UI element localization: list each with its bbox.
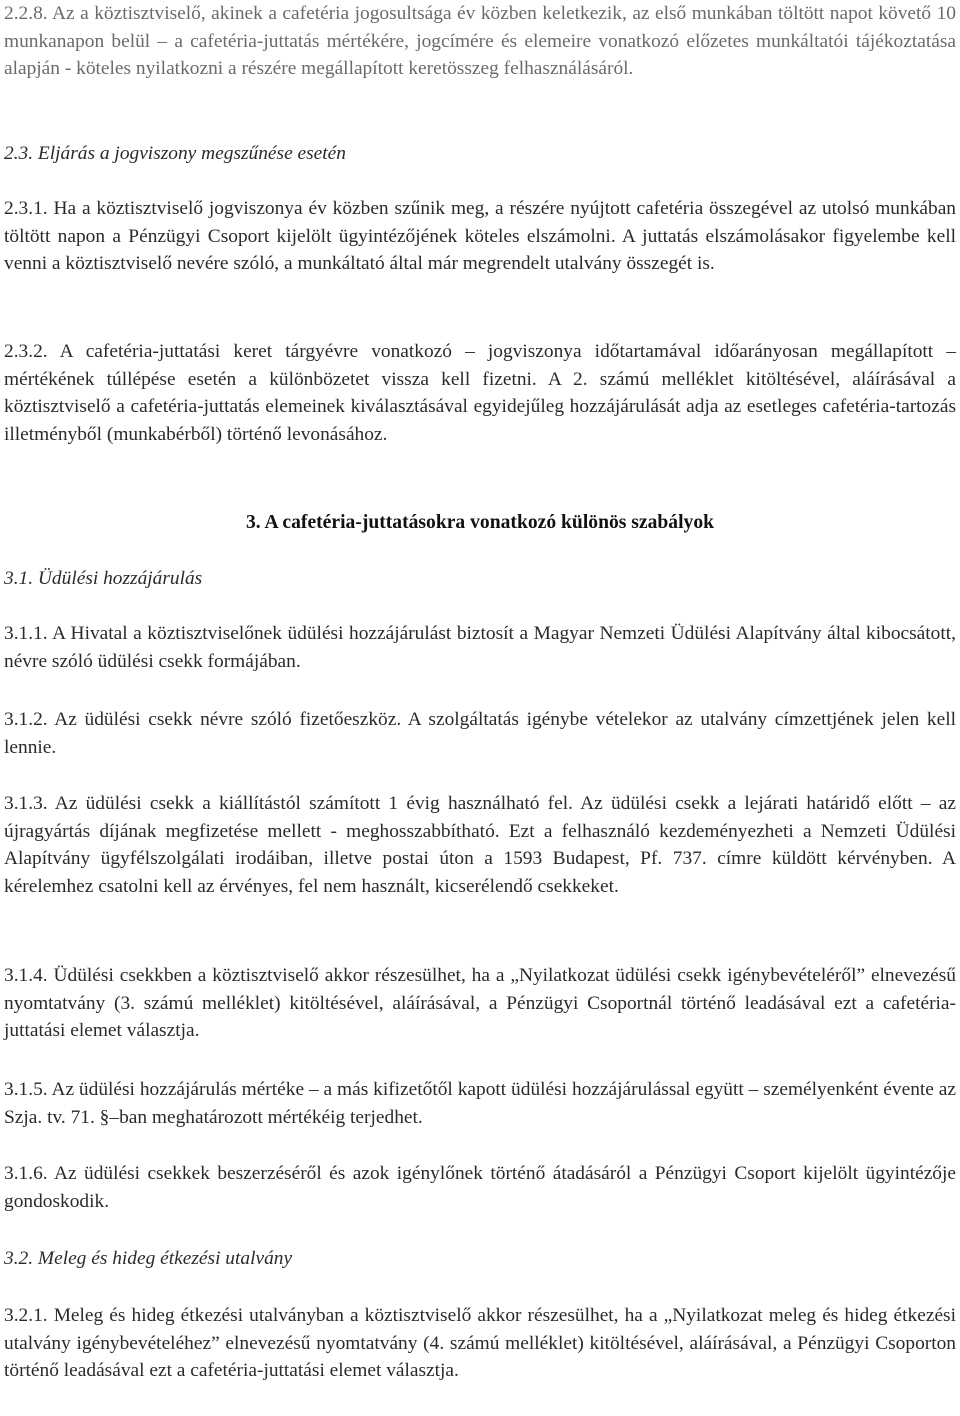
- paragraph-3-1-5: 3.1.5. Az üdülési hozzájárulás mértéke – a más kifizetőtől kapott üdülési hozzájárulással együtt – személyenként évente az Szja. tv. 71. §–ban meghatározott mértékéig terjedhet.: [4, 1079, 956, 1128]
- paragraph-3-1-4: 3.1.4. Üdülési csekkben a köztisztviselő akkor részesülhet, ha a „Nyilatkozat üdülési csekk igénybevételéről” elnevezésű nyomtatvány (3. számú melléklet) kitöltésével, aláírásával, a Pénzügyi Csoportnál történő leadásával ezt a cafetéria-juttatási elemet választja.: [4, 965, 956, 1041]
- paragraph-3-1-2: 3.1.2. Az üdülési csekk névre szóló fizetőeszköz. A szolgáltatás igénybe vételekor az utalvány címzettjének jelen kell lennie.: [4, 709, 956, 758]
- paragraph-2-2-8: 2.2.8. Az a köztisztviselő, akinek a cafetéria jogosultsága év közben keletkezik, az első munkában töltött napot követő 10 munkanapon belül – a cafetéria-juttatás mértékére, jogcímére és elemeire vonatkozó előzetes munkáltatói tájékoztatása alapján - köteles nyilatkozni a részére megállapított keretösszeg felhasználásáról.: [4, 3, 956, 79]
- section-heading-2-3: 2.3. Eljárás a jogviszony megszűnése esetén: [4, 143, 346, 164]
- section-heading-3-2: 3.2. Meleg és hideg étkezési utalvány: [4, 1248, 293, 1269]
- paragraph-3-1-6: 3.1.6. Az üdülési csekkek beszerzéséről és azok igénylőnek történő átadásáról a Pénzügyi Csoport kijelölt ügyintézője gondoskodik.: [4, 1163, 956, 1212]
- paragraph-3-1-3: 3.1.3. Az üdülési csekk a kiállítástól számított 1 évig használható fel. Az üdülési csekk a lejárati határidő előtt – az újragyártás díjának megfizetése mellett - meghosszabbítható. Ezt a felhasználó kezdeményezheti a Nemzeti Üdülési Alapítvány ügyfélszolgálati irodáiban, illetve postai úton a 1593 Budapest, Pf. 737. címre küldött kérvényben. A kérelemhez csatolni kell az érvényes, fel nem használt, kicserélendő csekkeket.: [4, 793, 956, 897]
- paragraph-2-3-1: 2.3.1. Ha a köztisztviselő jogviszonya év közben szűnik meg, a részére nyújtott cafetéria összegével az utolsó munkában töltött napon a Pénzügyi Csoport kijelölt ügyintézőjének köteles elszámolni. A juttatás elszámolásakor figyelembe kell venni a köztisztviselő nevére szóló, a munkáltató által már megrendelt utalvány összegét is.: [4, 198, 956, 274]
- paragraph-2-3-2: 2.3.2. A cafetéria-juttatási keret tárgyévre vonatkozó – jogviszonya időtartamával időarányosan megállapított – mértékének túllépése esetén a különbözetet vissza kell fizetni. A 2. számú melléklet kitöltésével, aláírásával a köztisztviselő a cafetéria-juttatás elemeinek kiválasztásával egyidejűleg hozzájárulását adja az esetleges cafetéria-tartozás illetményből (munkabérből) történő levonásához.: [4, 341, 956, 445]
- paragraph-3-1-1: 3.1.1. A Hivatal a köztisztviselőnek üdülési hozzájárulást biztosít a Magyar Nemzeti Üdülési Alapítvány által kibocsátott, névre szóló üdülési csekk formájában.: [4, 623, 956, 672]
- paragraph-3-2-1: 3.2.1. Meleg és hideg étkezési utalványban a köztisztviselő akkor részesülhet, ha a „Nyilatkozat meleg és hideg étkezési utalvány igénybevételéhez” elnevezésű nyomtatvány (4. számú melléklet) kitöltésével, aláírásával, a Pénzügyi Csoporton történő leadásával ezt a cafetéria-juttatási elemet választja.: [4, 1305, 956, 1381]
- chapter-heading-3: 3. A cafetéria-juttatásokra vonatkozó különös szabályok: [245, 512, 715, 533]
- section-heading-3-1: 3.1. Üdülési hozzájárulás: [4, 568, 203, 589]
